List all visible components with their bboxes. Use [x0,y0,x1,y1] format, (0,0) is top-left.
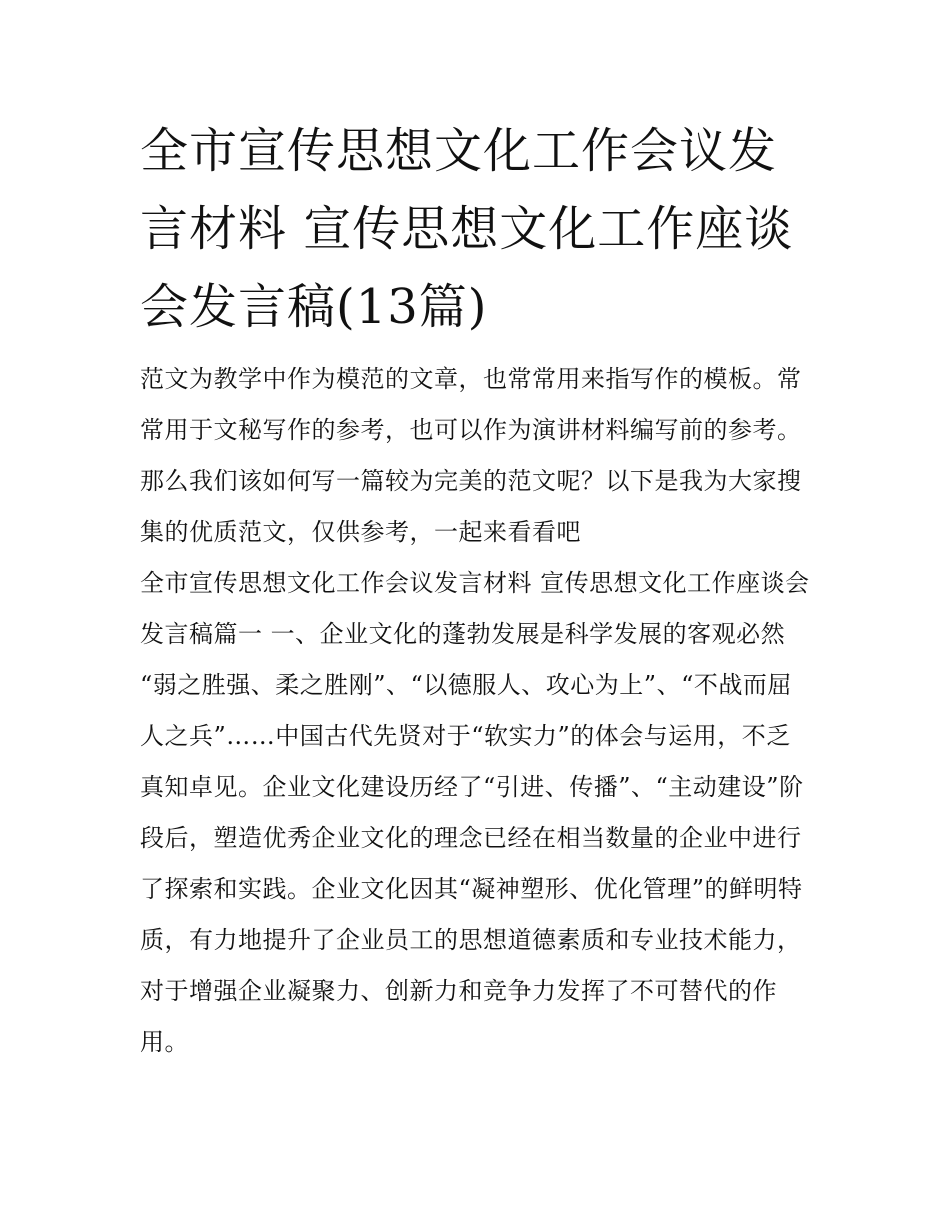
document-title: 全市宣传思想文化工作会议发言材料 宣传思想文化工作座谈会发言稿(13篇) [140,123,794,335]
body-paragraph: “弱之胜强、柔之胜刚”、“以德服人、攻心为上”、“不战而屈人之兵”……中国古代先贤对于“软实力”的体会与运用，不乏真知卓见。企业文化建设历经了“引进、传播”、“主动建设”阶段后，塑造优秀企业文化的理念已经在相当数量的企业中进行了探索和实践。企业文化因其“凝神塑形、优化管理”的鲜明特质，有力地提升了企业员工的思想道德素质和专业技术能力，对于增强企业凝聚力、创新力和竞争力发挥了不可替代的作用。 [140,671,804,1056]
intro-paragraph: 范文为教学中作为模范的文章，也常常用来指写作的模板。常常用于文秘写作的参考，也可以作为演讲材料编写前的参考。那么我们该如何写一篇较为完美的范文呢？以下是我为大家搜集的优质范文，仅供参考，一起来看看吧 [140,365,802,546]
document-body [140,354,812,1068]
section-heading-paragraph: 全市宣传思想文化工作会议发言材料 宣传思想文化工作座谈会发言稿篇一 一、企业文化的蓬勃发展是科学发展的客观必然 [140,569,810,648]
